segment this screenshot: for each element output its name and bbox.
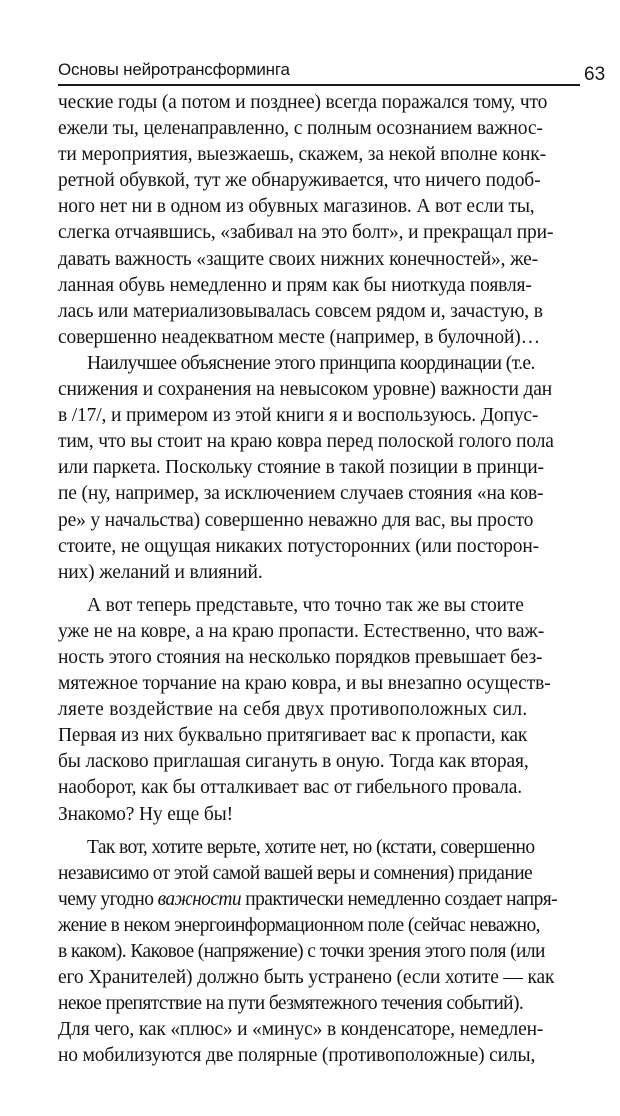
text-line: ретной обувкой, тут же обнаруживается, что ничего подоб- [58, 170, 541, 192]
text-line: ти мероприятия, выезжаешь, скажем, за некой вполне конк- [58, 144, 546, 166]
text-line: некое препятствие на пути безмятежного течения событий). [58, 993, 524, 1015]
paragraph-4 [58, 835, 606, 1070]
text-line: или паркета. Поскольку стояние в такой позиции в принци- [58, 457, 544, 479]
text-line: совершенно неадекватном месте (например, в булочной)… [58, 326, 540, 348]
text-line: Так вот, хотите верьте, хотите нет, но (кстати, совершенно [87, 836, 535, 858]
text-line: ческие годы (а потом и позднее) всегда поражался тому, что [58, 92, 548, 113]
text-line: снижения и сохранения на невысоком уровне) важности дан [58, 379, 553, 401]
text-line: ного нет ни в одном из обувных магазинов. А вот если ты, [58, 196, 535, 218]
text-line: ляете воздействие на себя двух противоположных сил. [58, 699, 528, 721]
text-line: Первая из них буквально притягивает вас к пропасти, как [58, 725, 528, 747]
text-line: слегка отчаявшись, «забивал на это болт», и прекращал при- [58, 222, 554, 244]
text-line: пе (ну, например, за исключением случаев стояния «на ков- [58, 483, 544, 505]
text-line: Для чего, как «плюс» и «минус» в конденсаторе, немедлен- [58, 1019, 544, 1041]
running-head: Основы нейротрансформинга [58, 60, 290, 79]
paragraph-2 [58, 351, 606, 586]
text-line: уже не на ковре, а на краю пропасти. Естественно, что важ- [58, 620, 545, 642]
paragraph-1 [58, 90, 606, 351]
text-line: независимо от этой самой вашей веры и сомнения) придание [58, 862, 533, 884]
text-line: в /17/, и примером из этой книги я и воспользуюсь. Допус- [58, 405, 539, 427]
text-line: А вот теперь представьте, что точно так же вы стоите [87, 594, 524, 616]
text-line: его Хранителей) должно быть устранено (если хотите — как [58, 967, 555, 989]
paragraph-3 [58, 593, 606, 828]
text-run: практически немедленно создает напря- [241, 888, 557, 910]
text-line [58, 887, 606, 913]
paragraph-gap [58, 586, 606, 593]
text-run: чему угодно [58, 888, 158, 910]
text-line: в каком). Каковое (напряжение) с точки зрения этого поля (или [58, 941, 545, 962]
text-line: Наилучшее объяснение этого принципа координации (т.е. [87, 352, 535, 374]
emphasis-word: важности [157, 888, 242, 910]
body-text [58, 90, 606, 1069]
text-line: мятежное торчание на краю ковра, и вы внезапно осуществ- [58, 673, 551, 695]
text-line: жение в неком энергоинформационном поле (сейчас неважно, [58, 914, 540, 936]
text-line: ре» у начальства) совершенно неважно для вас, вы просто [58, 509, 534, 531]
text-line: давать важность «защите своих нижних конечностей», же- [58, 248, 539, 270]
text-line: лась или материализовывалась совсем рядом и, зачастую, в [58, 300, 543, 322]
text-line: но мобилизуются две полярные (противоположные) силы, [58, 1045, 536, 1067]
header-rule [58, 84, 580, 86]
paragraph-gap [58, 828, 606, 835]
text-line: ность этого стояния на несколько порядков превышает без- [58, 646, 543, 668]
text-line: стоите, не ощущая никаких потусторонних (или посторон- [58, 535, 539, 557]
text-line: наоборот, как бы отталкивает вас от гибельного провала. [58, 777, 522, 799]
text-line: ежели ты, целенаправленно, с полным осознанием важнос- [58, 118, 543, 140]
text-line: тим, что вы стоит на краю ковра перед полоской голого пола [58, 431, 554, 453]
page-number: 63 [584, 64, 606, 85]
text-line: Знакомо? Ну еще бы! [58, 803, 233, 825]
text-line: бы ласково приглашая сигануть в оную. Тогда как вторая, [58, 751, 529, 773]
text-line: них) желаний и влияний. [58, 561, 263, 583]
text-line: ланная обувь немедленно и прям как бы ниоткуда появля- [58, 274, 532, 296]
